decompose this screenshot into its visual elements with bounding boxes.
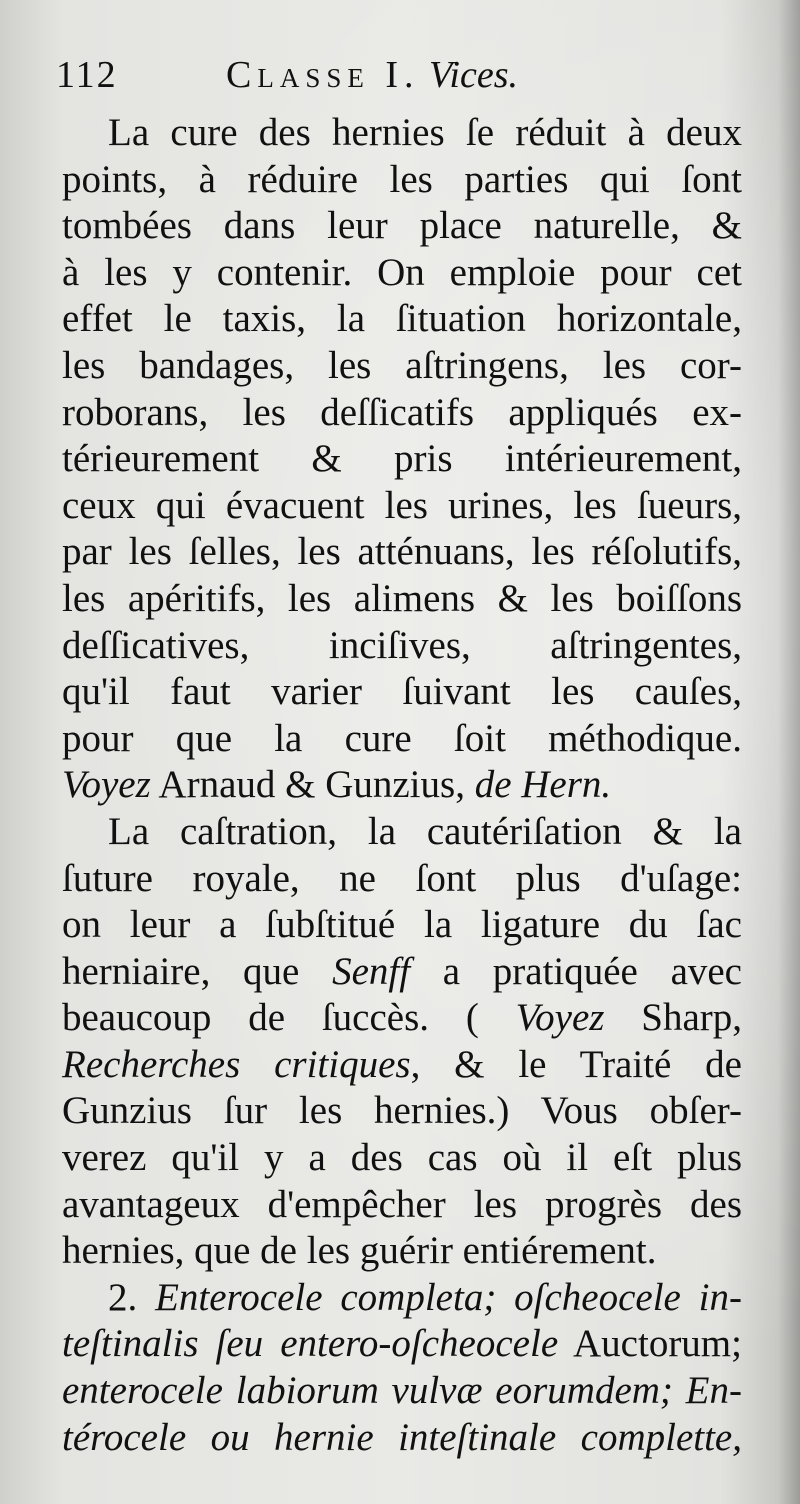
text-fragment: Auctorum;	[558, 1322, 742, 1366]
text-line: La cure des hernies ſe réduit à deux	[108, 111, 742, 154]
text-line	[62, 995, 742, 1042]
text-fragment: Sharp,	[604, 996, 742, 1040]
text-line	[62, 1042, 742, 1089]
text-line	[62, 1321, 742, 1368]
text-fragment: , & le Traité de	[410, 1042, 742, 1086]
text-line: La caſtration, la cautériſation & la	[108, 809, 742, 853]
text-line: hernies, que de les guérir entiérement.	[62, 1229, 657, 1273]
text-line: Gunzius ſur les hernies.) Vous obſer-	[62, 1089, 742, 1133]
text-line: pour que la cure ſoit méthodique.	[62, 716, 742, 760]
voyez-ref: Voyez	[62, 763, 151, 807]
text-line: par les ſelles, les atténuans, les réſolutifs,	[62, 530, 742, 574]
text-fragment: Enterocele completa; oſcheocele in-	[155, 1275, 743, 1319]
text-line: les bandages, les aſtringens, les cor-	[62, 343, 742, 387]
item-number: 2.	[108, 1275, 156, 1319]
page-number: 112	[56, 54, 118, 96]
body-text	[62, 110, 742, 1461]
text-line: tombées dans leur place naturelle, &	[62, 204, 742, 248]
text-fragment: herniaire, que	[62, 949, 333, 993]
text-line: on leur a ſubſtitué la ligature du ſac	[62, 903, 742, 947]
text-fragment: teſtinalis ſeu entero-oſcheocele	[62, 1322, 559, 1366]
voyez-ref: Voyez	[515, 996, 605, 1040]
text-line: qu'il faut varier ſuivant les cauſes,	[62, 670, 742, 714]
text-line: les apéritifs, les alimens & les boiſſons	[62, 576, 742, 620]
text-fragment: a pratiquée avec	[410, 949, 742, 993]
class-label: Classe I.	[226, 54, 420, 96]
text-line: verez qu'il y a des cas où il eſt plus	[62, 1136, 742, 1180]
page-header	[56, 50, 746, 100]
ref-title: de Hern.	[474, 763, 612, 807]
text-line	[62, 949, 742, 996]
text-line: enterocele labiorum vulvæ eorumdem; En-	[62, 1369, 742, 1413]
section-title: Vices.	[429, 54, 519, 96]
text-line: térieurement & pris intérieurement,	[62, 437, 742, 481]
recherches-title: Recherches critiques	[62, 1042, 411, 1086]
running-head	[226, 50, 518, 100]
text-line: ſuture royale, ne ſont plus d'uſage:	[62, 856, 742, 900]
text-line: roborans, les deſſicatifs appliqués ex-	[62, 390, 742, 434]
text-line	[62, 1275, 742, 1322]
text-line: deſſicatives, inciſives, aſtringentes,	[62, 623, 742, 667]
text-line: térocele ou hernie inteſtinale complette,	[62, 1415, 742, 1459]
text-line: effet le taxis, la ſituation horizontale,	[62, 297, 742, 341]
text-line: points, à réduire les parties qui ſont	[62, 157, 742, 201]
senff-name: Senff	[332, 949, 411, 993]
text-line: avantageux d'empêcher les progrès des	[62, 1182, 742, 1226]
reference-line	[62, 762, 742, 809]
ref-authors: Arnaud & Gunzius,	[150, 763, 475, 807]
text-line: à les y contenir. On emploie pour cet	[62, 250, 742, 294]
text-fragment: beaucoup de ſuccès. (	[62, 996, 516, 1040]
text-line: ceux qui évacuent les urines, les ſueurs,	[62, 483, 742, 527]
